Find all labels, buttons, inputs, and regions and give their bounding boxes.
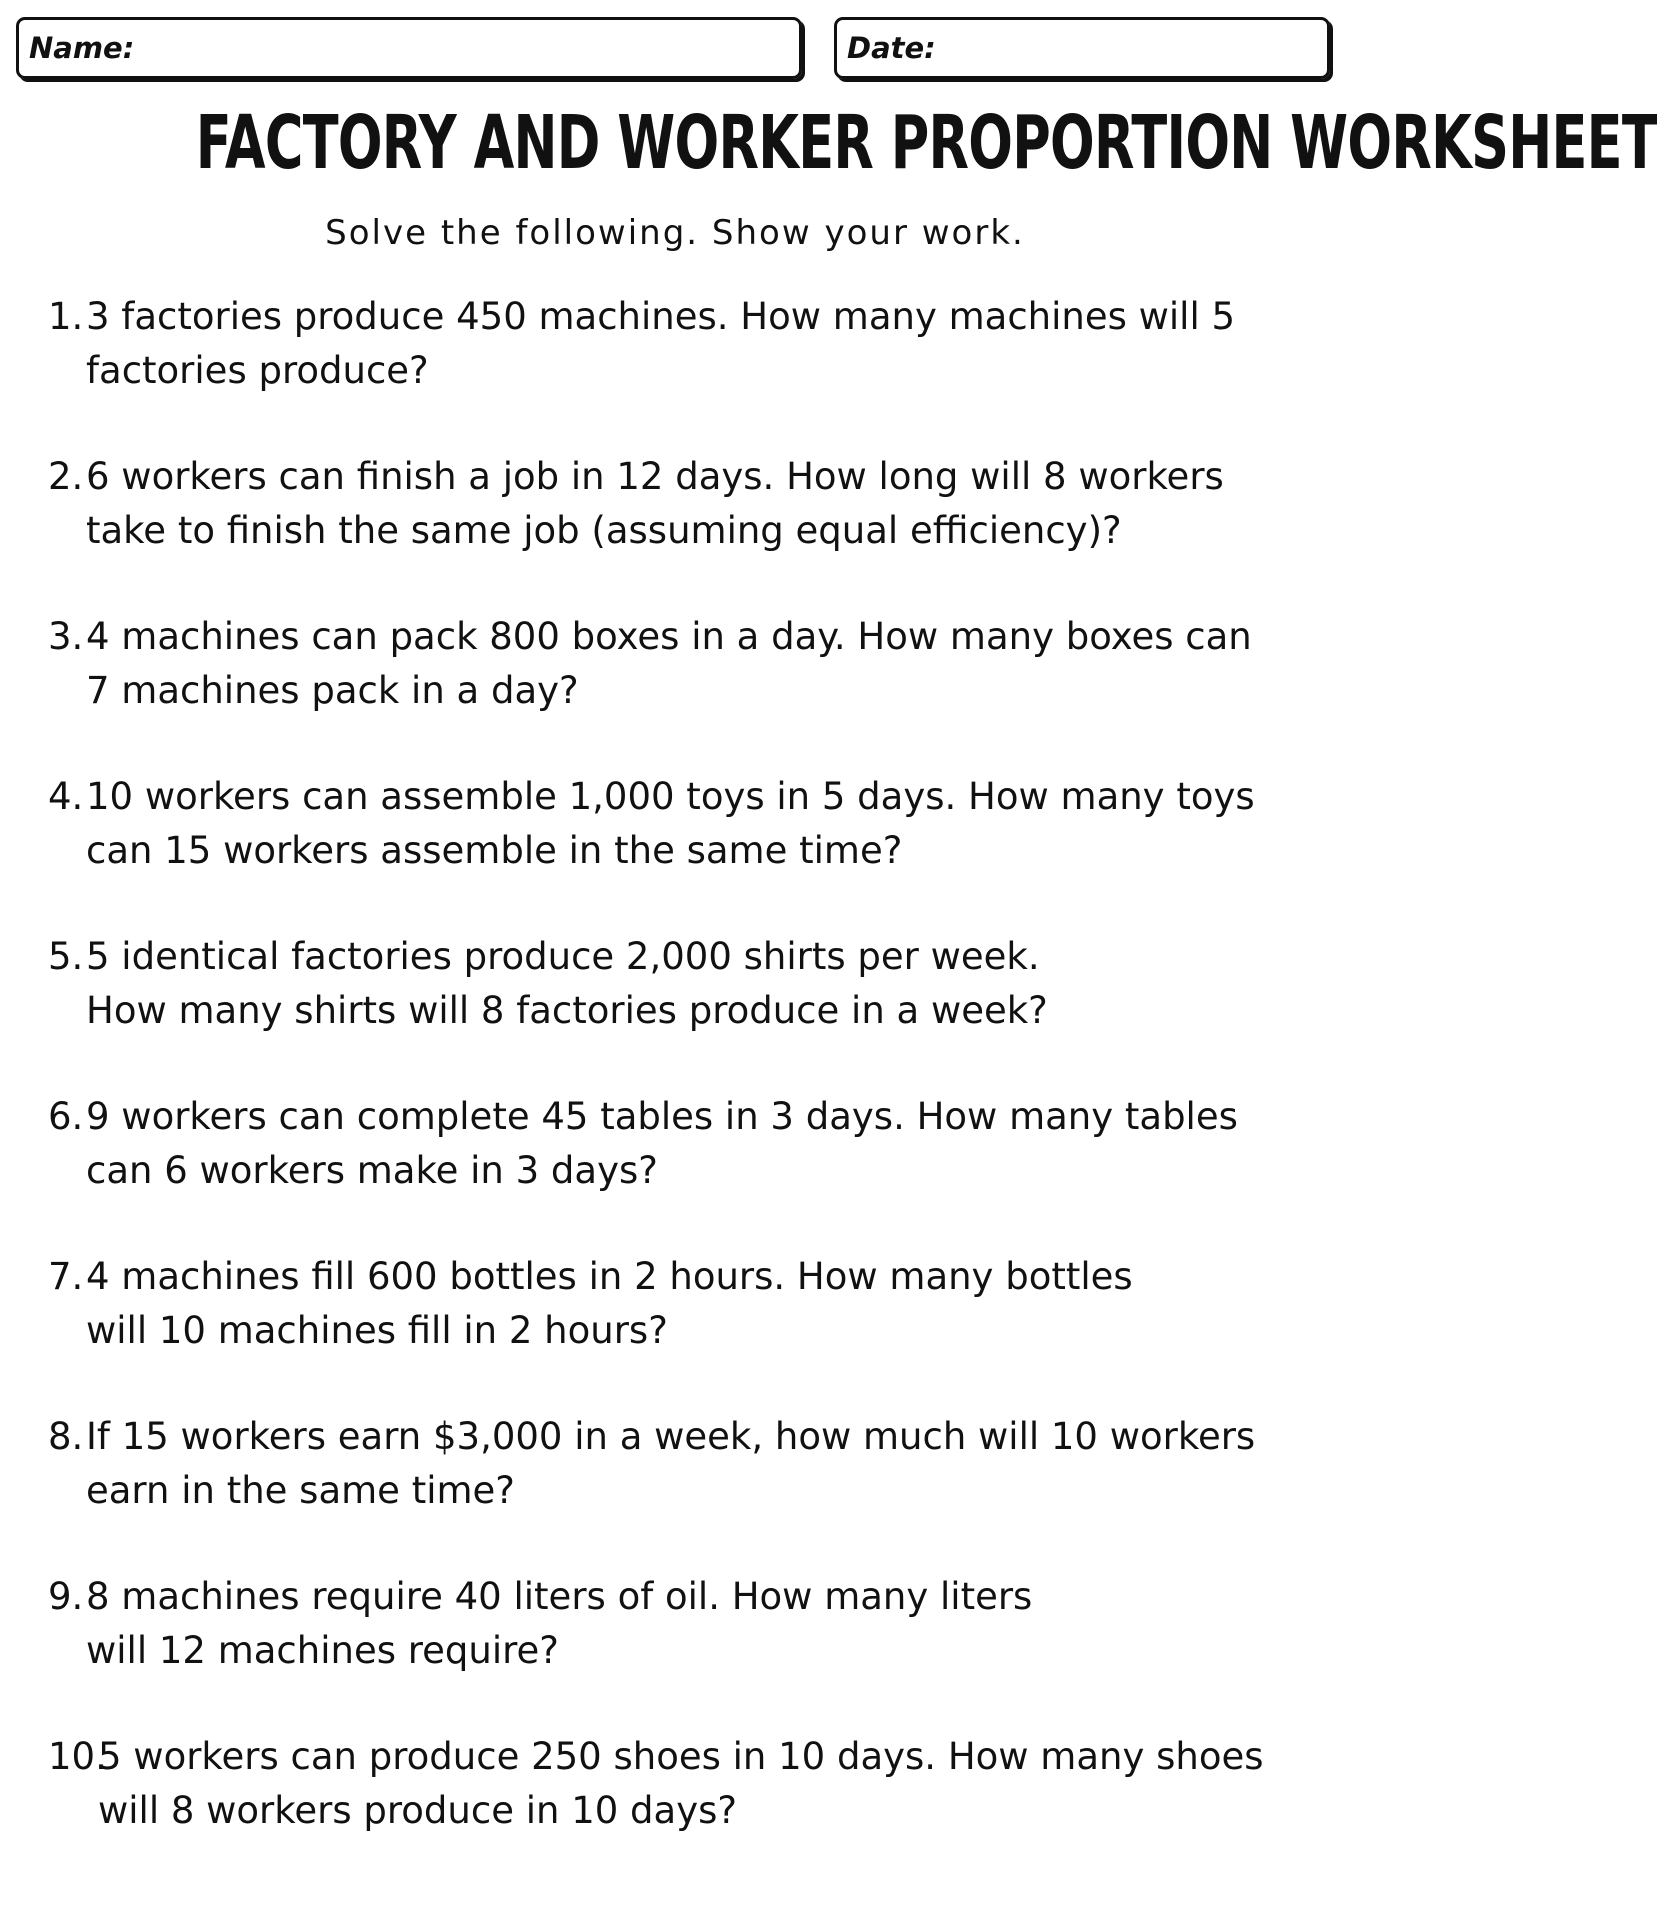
question-7 (48, 1250, 1308, 1358)
question-1 (48, 290, 1308, 398)
worksheet-title: FACTORY AND WORKER PROPORTION WORKSHEET (195, 100, 1657, 186)
question-line: take to finish the same job (assuming equal efficiency)? (86, 509, 1122, 552)
question-text (86, 930, 1286, 1038)
question-2 (48, 450, 1308, 558)
question-line: earn in the same time? (86, 1469, 515, 1512)
question-text (86, 1570, 1286, 1678)
header-fields (16, 17, 1332, 83)
question-text (86, 610, 1286, 718)
question-text (86, 1090, 1286, 1198)
question-line: can 15 workers assemble in the same time? (86, 829, 903, 872)
question-number: 5. (48, 935, 84, 978)
question-number: 9. (48, 1575, 84, 1618)
name-field[interactable] (16, 17, 802, 79)
question-line: will 10 machines fill in 2 hours? (86, 1309, 668, 1352)
question-text (86, 290, 1286, 398)
question-text (86, 450, 1286, 558)
question-text (86, 1410, 1286, 1518)
question-number: 1. (48, 295, 84, 338)
question-4 (48, 770, 1308, 878)
question-3 (48, 610, 1308, 718)
question-number: 2. (48, 455, 84, 498)
question-line: will 12 machines require? (86, 1629, 559, 1672)
question-line: can 6 workers make in 3 days? (86, 1149, 658, 1192)
question-line: 5 identical factories produce 2,000 shirts per week. (86, 935, 1040, 978)
question-9 (48, 1570, 1308, 1678)
name-label: Name: (29, 31, 135, 65)
question-line: 4 machines fill 600 bottles in 2 hours. How many bottles (86, 1255, 1133, 1298)
question-line: 3 factories produce 450 machines. How many machines will 5 (86, 295, 1236, 338)
question-number: 4. (48, 775, 84, 818)
question-line: factories produce? (86, 349, 429, 392)
question-10 (48, 1730, 1308, 1838)
question-number: 10. (48, 1735, 107, 1778)
question-6 (48, 1090, 1308, 1198)
question-line: 6 workers can finish a job in 12 days. How long will 8 workers (86, 455, 1224, 498)
question-line: 5 workers can produce 250 shoes in 10 days. How many shoes (98, 1735, 1264, 1778)
date-field[interactable] (834, 17, 1330, 79)
question-5 (48, 930, 1308, 1038)
question-8 (48, 1410, 1308, 1518)
question-line: 9 workers can complete 45 tables in 3 days. How many tables (86, 1095, 1238, 1138)
question-line: 4 machines can pack 800 boxes in a day. How many boxes can (86, 615, 1252, 658)
question-line: How many shirts will 8 factories produce in a week? (86, 989, 1048, 1032)
instructions: Solve the following. Show your work. (325, 213, 1025, 253)
question-text (86, 770, 1286, 878)
question-number: 6. (48, 1095, 84, 1138)
question-line: 7 machines pack in a day? (86, 669, 579, 712)
question-line: 10 workers can assemble 1,000 toys in 5 days. How many toys (86, 775, 1255, 818)
question-number: 3. (48, 615, 84, 658)
question-text (98, 1730, 1298, 1838)
question-line: 8 machines require 40 liters of oil. How many liters (86, 1575, 1033, 1618)
question-line: will 8 workers produce in 10 days? (98, 1789, 738, 1832)
question-number: 8. (48, 1415, 84, 1458)
date-label: Date: (847, 31, 936, 65)
question-number: 7. (48, 1255, 84, 1298)
question-text (86, 1250, 1286, 1358)
question-line: If 15 workers earn $3,000 in a week, how much will 10 workers (86, 1415, 1256, 1458)
